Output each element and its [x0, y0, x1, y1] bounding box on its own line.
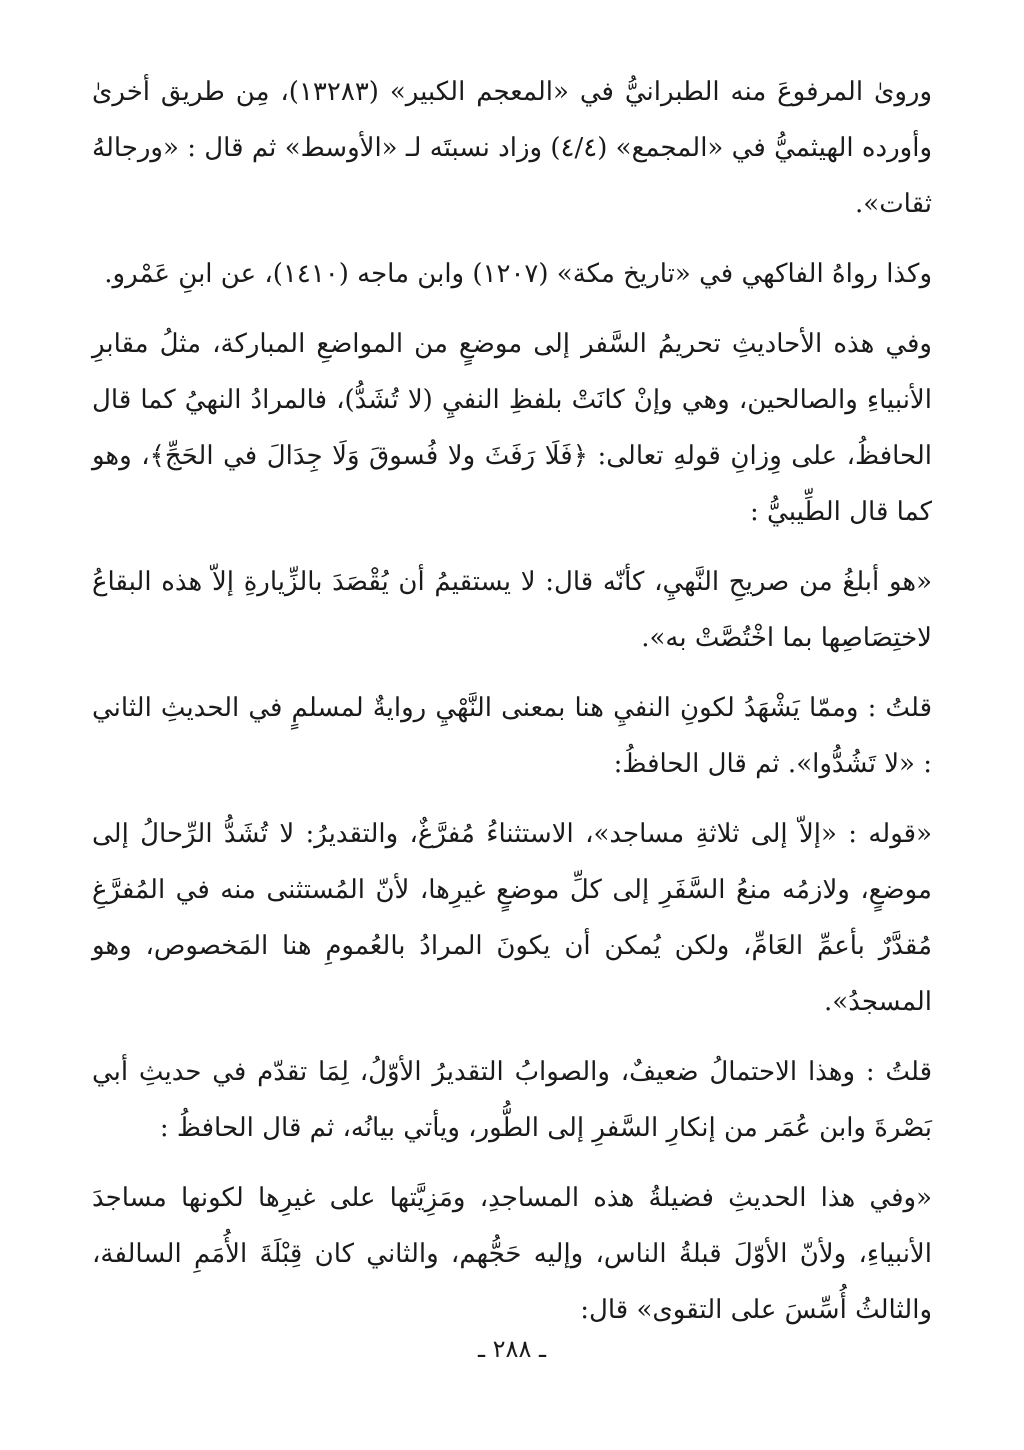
page-body [92, 64, 932, 1338]
paragraph-mosques-virtue: «وفي هذا الحديثِ فضيلةُ هذه المساجدِ، ومَزِيَّتها على غيرِها لكونها مساجدَ الأنبياءِ، ولأنّ الأوّلَ قبلةُ الناس، وإليه حَجُّهم، والثاني كان قِبْلَةَ الأُمَمِ السالفة، والثالثُ أُسِّسَ على التقوى» قال: [92, 1183, 932, 1325]
paragraph-tabarani-narration: وروىٰ المرفوعَ منه الطبرانيُّ في «المعجم الكبير» (١٣٢٨٣)، مِن طريق أخرىٰ وأورده الهيثميُّ في «المجمع» (٤/٤) وزاد نسبتَه لـ «الأوسط» ثم قال : «ورجالهُ ثقات». [92, 77, 932, 219]
paragraph-hafiz-quote: «قوله : «إلاّ إلى ثلاثةِ مساجد»، الاستثناءُ مُفرَّغٌ، والتقديرُ: لا تُشَدُّ الرِّحالُ إلى موضعٍ، ولازمُه منعُ السَّفَرِ إلى كلِّ موضعٍ غيرِها، لأنّ المُستثنى منه في المُفرَّغِ مُقدَّرٌ بأعمِّ العَامِّ، ولكن يُمكن أن يكونَ المرادُ بالعُمومِ هنا المَخصوص، وهو المسجدُ». [92, 819, 932, 1017]
paragraph-muslim-narration: قلتُ : وممّا يَشْهَدُ لكونِ النفيِ هنا بمعنى النَّهْيِ روايةٌ لمسلمٍ في الحديثِ الثاني : «لا تَشُدُّوا». ثم قال الحافظُ: [92, 693, 932, 779]
paragraph-travel-prohibition: وفي هذه الأحاديثِ تحريمُ السَّفر إلى موضعٍ من المواضعِ المباركة، مثلُ مقابرِ الأنبياءِ والصالحين، وهي وإنْ كانَتْ بلفظِ النفيِ (لا تُشَدُّ)، فالمرادُ النهيُ كما قال الحافظُ، على وِزانِ قولهِ تعالى: ﴿فَلَا رَفَثَ ولا فُسوقَ وَلَا جِدَالَ في الحَجِّ﴾، وهو كما قال الطِّيبيُّ : [92, 329, 932, 527]
page-number: ـ ٢٨٨ ـ [477, 1335, 546, 1363]
paragraph-weak-interpretation: قلتُ : وهذا الاحتمالُ ضعيفٌ، والصوابُ التقديرُ الأوّلُ، لِمَا تقدّم في حديثِ أبي بَصْرةَ وابن عُمَر من إنكارِ السَّفرِ إلى الطُّور، ويأتي بيانُه، ثم قال الحافظُ : [92, 1057, 932, 1143]
paragraph-tibi-quote: «هو أبلغُ من صريحِ النَّهيِ، كأنّه قال: لا يستقيمُ أن يُقْصَدَ بالزِّيارةِ إلاّ هذه البقاعُ لاختِصَاصِها بما اخْتُصَّتْ به». [92, 567, 932, 653]
paragraph-fakihi-narration: وكذا رواهُ الفاكهي في «تاريخ مكة» (١٢٠٧) وابن ماجه (١٤١٠)، عن ابنِ عَمْرو. [104, 259, 932, 289]
